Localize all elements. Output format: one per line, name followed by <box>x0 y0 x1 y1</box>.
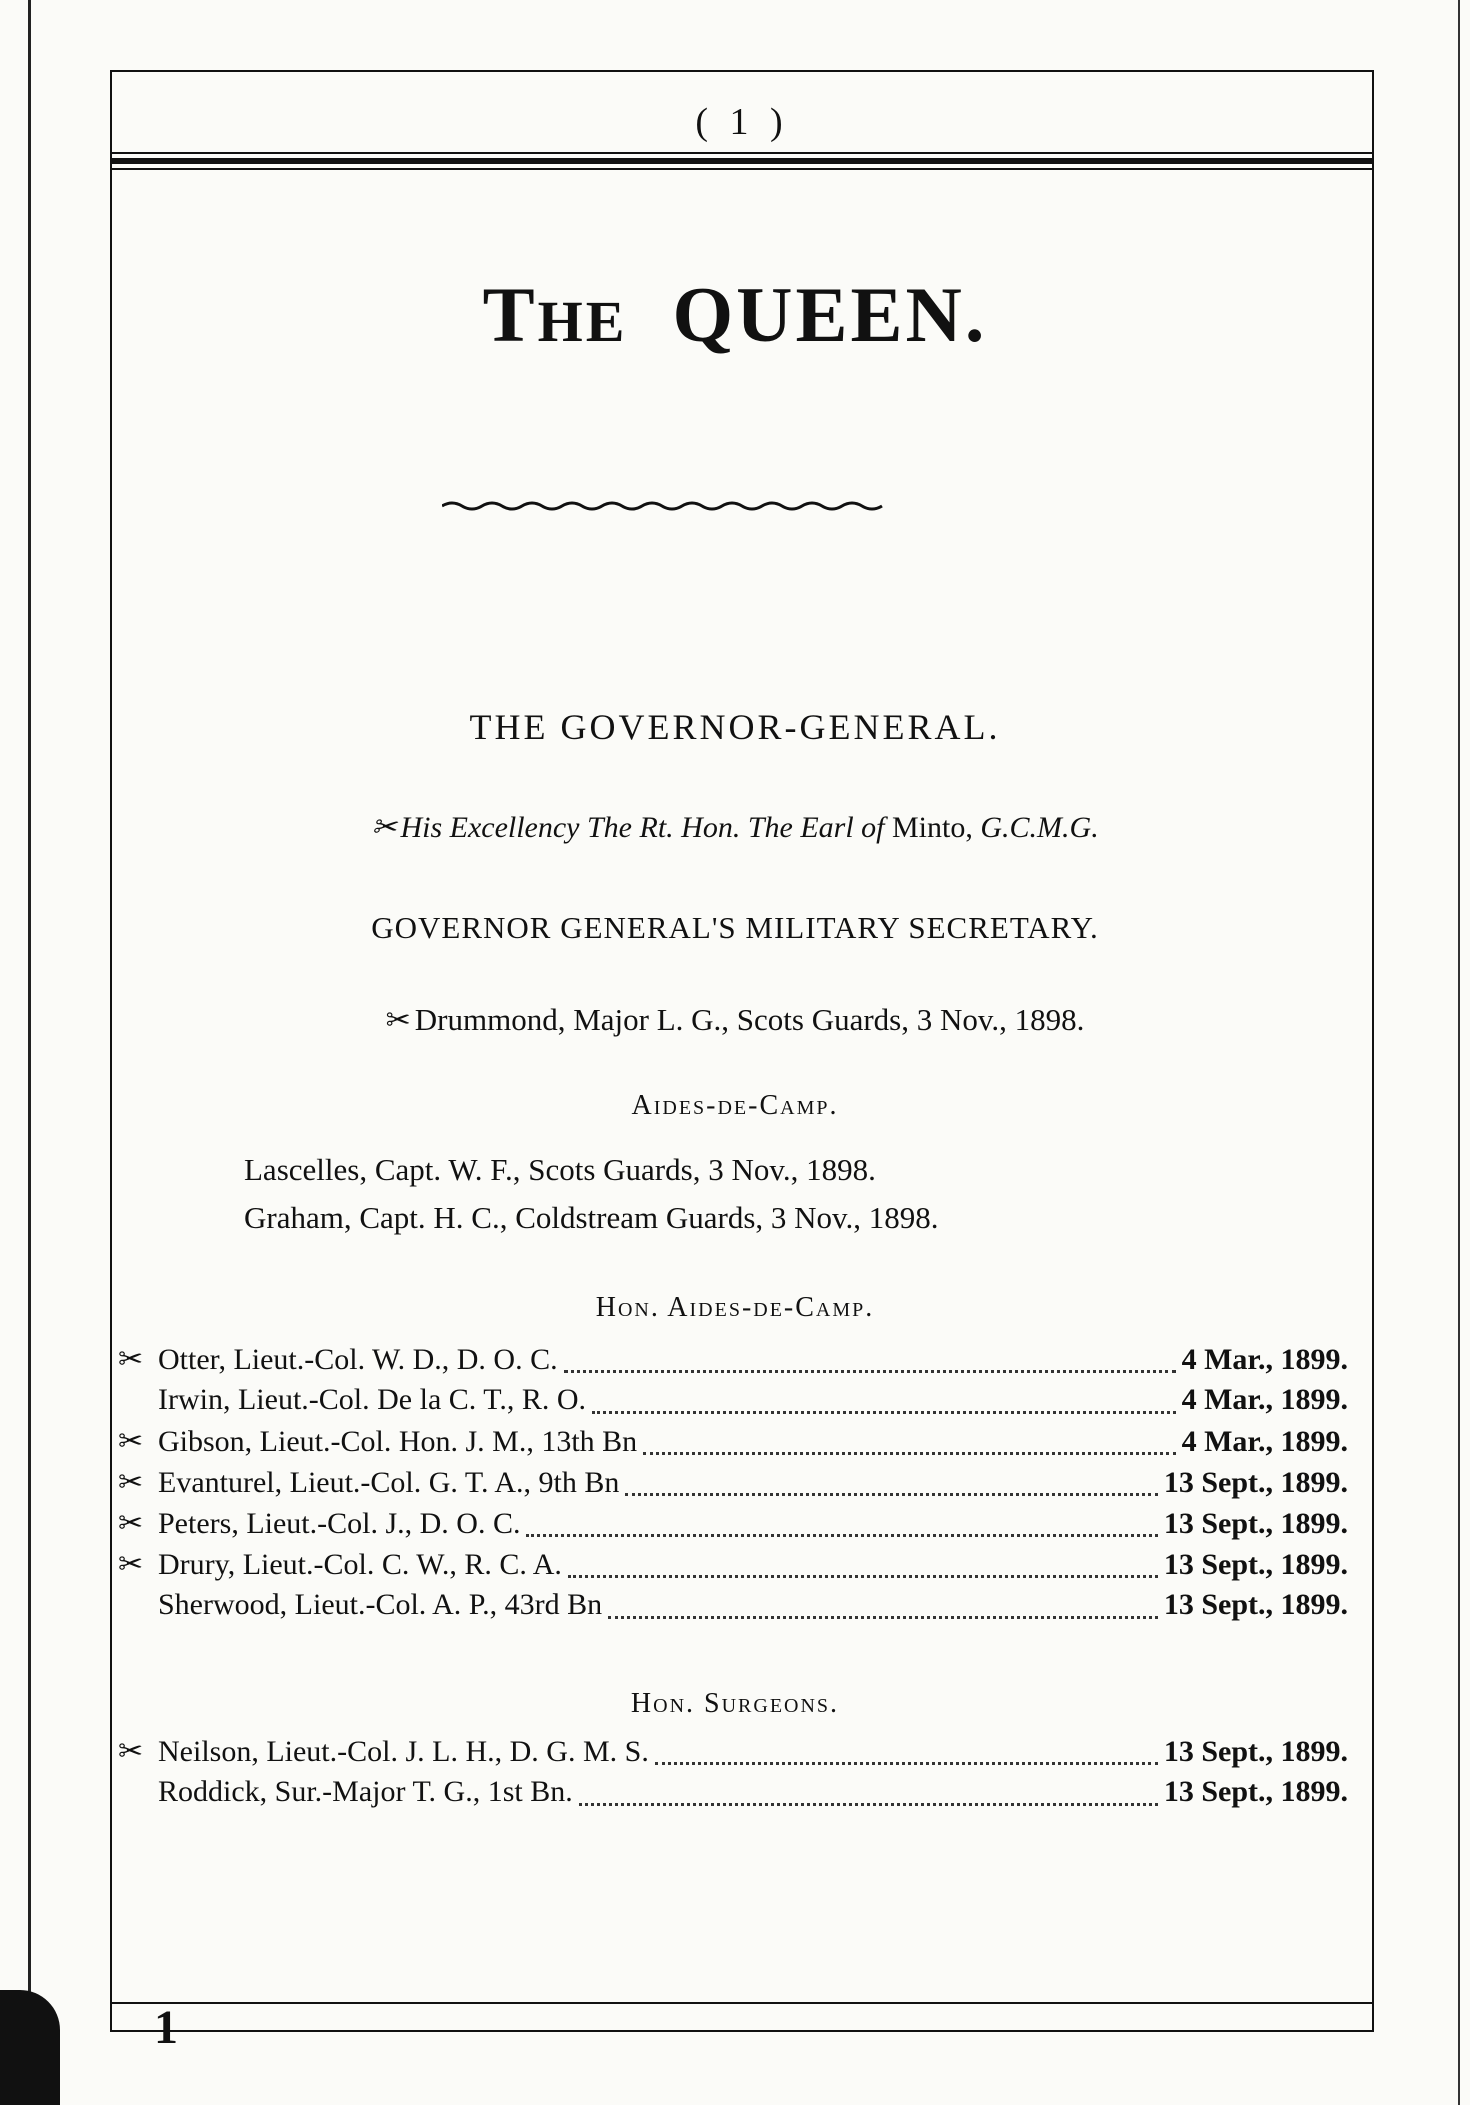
excellency-name: Minto, <box>892 811 981 844</box>
title-rest: HE <box>537 289 628 354</box>
list-item <box>118 1383 1348 1423</box>
entry-name: Irwin, Lieut.-Col. De la C. T., R. O. <box>158 1383 586 1416</box>
list-item <box>118 1547 1348 1587</box>
ornamental-wave-divider <box>442 496 892 516</box>
dot-leader <box>592 1393 1176 1414</box>
military-secretary-entry <box>0 1002 1470 1038</box>
list-item <box>118 1588 1348 1628</box>
entry-date: 13 Sept., 1899. <box>1163 1507 1348 1540</box>
entry-name: Otter, Lieut.-Col. W. D., D. O. C. <box>158 1343 558 1376</box>
scissors-icon: ✂ <box>385 1004 411 1037</box>
governor-general-heading: THE GOVERNOR-GENERAL. <box>469 707 1001 747</box>
title-initial: T <box>482 271 538 358</box>
entry-date: 13 Sept., 1899. <box>1163 1735 1348 1768</box>
list-item <box>118 1775 1348 1815</box>
entry-name: Drury, Lieut.-Col. C. W., R. C. A. <box>158 1548 562 1581</box>
governor-general-entry <box>0 810 1470 845</box>
excellency-honour: G.C.M.G. <box>980 811 1099 844</box>
scissors-icon: ✂ <box>118 1343 144 1376</box>
entry-date: 13 Sept., 1899. <box>1163 1775 1348 1808</box>
title-queen: QUEEN. <box>672 271 988 358</box>
scissors-icon: ✂ <box>118 1507 144 1540</box>
military-secretary-text: Drummond, Major L. G., Scots Guards, 3 Nov., 1898. <box>414 1002 1085 1037</box>
header-rule-thick <box>112 158 1372 164</box>
entry-name: Sherwood, Lieut.-Col. A. P., 43rd Bn <box>158 1588 603 1621</box>
scissors-icon: ✂ <box>118 1548 144 1581</box>
aide-entry: Graham, Capt. H. C., Coldstream Guards, 3 Nov., 1898. <box>244 1200 939 1235</box>
scissors-icon: ✂ <box>118 1466 144 1499</box>
dot-leader <box>568 1557 1158 1578</box>
signature-mark: 1 <box>154 2001 178 2054</box>
header-rule-top <box>112 152 1372 154</box>
dot-leader <box>655 1744 1158 1765</box>
entry-name: Neilson, Lieut.-Col. J. L. H., D. G. M. S. <box>158 1735 649 1768</box>
dot-leader <box>564 1352 1176 1373</box>
hon-surgeons-heading: Hon. Surgeons. <box>630 1688 840 1719</box>
entry-date: 4 Mar., 1899. <box>1181 1383 1348 1416</box>
scissors-icon: ✂ <box>118 1735 144 1768</box>
binding-shadow <box>0 1990 60 2105</box>
dot-leader <box>643 1434 1175 1455</box>
entry-name: Peters, Lieut.-Col. J., D. O. C. <box>158 1507 521 1540</box>
scissors-icon: ✂ <box>118 1425 144 1458</box>
list-item <box>118 1734 1348 1774</box>
footer-rule <box>110 2002 1374 2004</box>
excellency-title: His Excellency The Rt. Hon. The Earl of <box>400 811 892 844</box>
page-title <box>0 270 1470 360</box>
entry-name: Gibson, Lieut.-Col. Hon. J. M., 13th Bn <box>158 1425 638 1458</box>
entry-date: 13 Sept., 1899. <box>1163 1588 1348 1621</box>
entry-name: Evanturel, Lieut.-Col. G. T. A., 9th Bn <box>158 1466 620 1499</box>
aides-de-camp-heading: Aides-de-Camp. <box>631 1090 839 1121</box>
entry-date: 13 Sept., 1899. <box>1163 1466 1348 1499</box>
page-number: ( 1 ) <box>695 101 789 143</box>
dot-leader <box>625 1475 1157 1496</box>
dot-leader <box>526 1516 1157 1537</box>
dot-leader <box>608 1598 1158 1619</box>
list-item <box>118 1506 1348 1546</box>
list-item <box>118 1465 1348 1505</box>
scissors-icon: ✂ <box>371 811 397 844</box>
hon-aides-de-camp-heading: Hon. Aides-de-Camp. <box>595 1292 875 1323</box>
list-item <box>118 1424 1348 1464</box>
list-item <box>118 1342 1348 1382</box>
aide-entry: Lascelles, Capt. W. F., Scots Guards, 3 Nov., 1898. <box>244 1152 876 1187</box>
military-secretary-heading: GOVERNOR GENERAL'S MILITARY SECRETARY. <box>371 910 1099 945</box>
entry-date: 4 Mar., 1899. <box>1181 1343 1348 1376</box>
entry-date: 4 Mar., 1899. <box>1181 1425 1348 1458</box>
dot-leader <box>579 1785 1158 1806</box>
header-rule-bottom <box>112 168 1372 170</box>
entry-date: 13 Sept., 1899. <box>1163 1548 1348 1581</box>
entry-name: Roddick, Sur.-Major T. G., 1st Bn. <box>158 1775 573 1808</box>
